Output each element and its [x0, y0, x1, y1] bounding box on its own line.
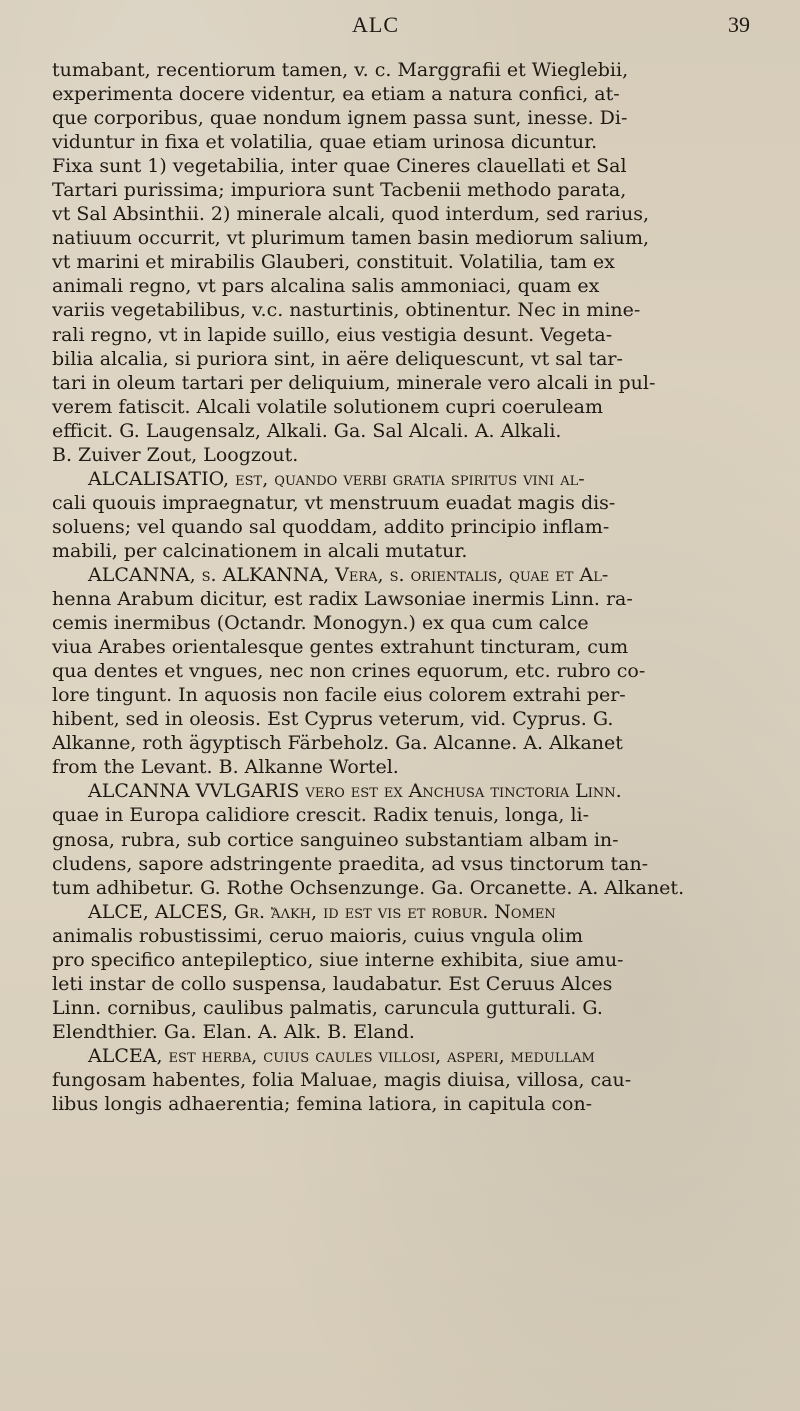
text-line: tari in oleum tartari per deliquium, minerale vero alcali in pul- — [52, 371, 656, 394]
entry-heading-line: ALCE, ALCES, Gr. ἄλκη, id est vis et robur. Nomen — [88, 900, 556, 923]
text-line: vt Sal Absinthii. 2) minerale alcali, quod interdum, sed rarius, — [52, 203, 650, 226]
text-line: B. Zuiver Zout, Loogzout. — [52, 443, 299, 466]
text-line: cludens, sapore adstringente praedita, ad vsus tinctorum tan- — [52, 852, 649, 875]
text-line: efficit. G. Laugensalz, Alkali. Ga. Sal Alcali. A. Alkali. — [52, 419, 562, 442]
text-line: Elendthier. Ga. Elan. A. Alk. B. Eland. — [52, 1020, 415, 1043]
text-line: gnosa, rubra, sub cortice sanguineo substantiam albam in- — [52, 828, 619, 851]
text-line: experimenta docere videntur, ea etiam a natura confici, at- — [52, 83, 620, 106]
text-line: variis vegetabilibus, v.c. nasturtinis, obtinentur. Nec in mine- — [52, 299, 641, 322]
text-line: pro specifico antepileptico, siue interne exhibita, siue amu- — [52, 948, 624, 971]
text-line: que corporibus, quae nondum ignem passa sunt, inesse. Di- — [52, 107, 628, 130]
text-line: fungosam habentes, folia Maluae, magis diuisa, villosa, cau- — [52, 1068, 632, 1091]
text-line: natiuum occurrit, vt plurimum tamen basin mediorum salium, — [52, 227, 650, 250]
text-line: leti instar de collo suspensa, laudabatur. Est Ceruus Alces — [52, 972, 613, 995]
text-line: qua dentes et vngues, nec non crines equorum, etc. rubro co- — [52, 660, 646, 683]
page-bottom-margin — [0, 1291, 800, 1411]
entry-heading-line: ALCEA, est herba, cuius caules villosi, asperi, medullam — [88, 1044, 595, 1067]
text-line: libus longis adhaerentia; femina latiora, in capitula con- — [52, 1093, 593, 1116]
text-line: animali regno, vt pars alcalina salis ammoniaci, quam ex — [52, 275, 600, 298]
text-line: tumabant, recentiorum tamen, v. c. Marggrafii et Wieglebii, — [52, 59, 629, 81]
page-header — [0, 12, 800, 48]
text-line: rali regno, vt in lapide suillo, eius vestigia desunt. Vegeta- — [52, 323, 613, 346]
running-head: ALC — [352, 12, 399, 37]
text-line: viduntur in fixa et volatilia, quae etiam urinosa dicuntur. — [52, 131, 598, 154]
text-line: hibent, sed in oleosis. Est Cyprus veterum, vid. Cyprus. G. — [52, 708, 614, 731]
text-line: verem fatiscit. Alcali volatile solutionem cupri coeruleam — [52, 395, 603, 418]
page-number: 39 — [728, 12, 750, 37]
text-line: animalis robustissimi, ceruo maioris, cuius vngula olim — [52, 924, 583, 947]
text-line: cemis inermibus (Octandr. Monogyn.) ex qua cum calce — [52, 612, 589, 635]
text-line: viua Arabes orientalesque gentes extrahunt tincturam, cum — [52, 636, 629, 659]
main-text-column — [52, 58, 776, 1116]
entry-heading-line: ALCANNA, s. ALKANNA, Vera, s. orientalis, quae et Al- — [88, 563, 609, 586]
entry-heading-line: ALCALISATIO, est, quando verbi gratia spiritus vini al- — [88, 467, 585, 490]
text-line: Tartari purissima; impuriora sunt Tacbenii methodo parata, — [52, 179, 627, 202]
text-line: bilia alcalia, si puriora sint, in aëre deliquescunt, vt sal tar- — [52, 347, 623, 370]
text-line: from the Levant. B. Alkanne Wortel. — [52, 756, 399, 779]
text-line: Linn. cornibus, caulibus palmatis, caruncula gutturali. G. — [52, 996, 603, 1019]
text-line: lore tingunt. In aquosis non facile eius colorem extrahi per- — [52, 684, 626, 707]
text-line: Fixa sunt 1) vegetabilia, inter quae Cineres clauellati et Sal — [52, 155, 627, 178]
text-line: quae in Europa calidiore crescit. Radix tenuis, longa, li- — [52, 804, 590, 827]
entry-heading-line: ALCANNA VVLGARIS vero est ex Anchusa tinctoria Linn. — [88, 780, 622, 803]
text-line: mabili, per calcinationem in alcali mutatur. — [52, 539, 468, 562]
text-line: tum adhibetur. G. Rothe Ochsenzunge. Ga. Orcanette. A. Alkanet. — [52, 876, 685, 899]
text-line: henna Arabum dicitur, est radix Lawsoniae inermis Linn. ra- — [52, 588, 633, 611]
text-line: cali quouis impraegnatur, vt menstruum euadat magis dis- — [52, 491, 616, 514]
text-line: vt marini et mirabilis Glauberi, constituit. Volatilia, tam ex — [52, 251, 615, 274]
text-line: soluens; vel quando sal quoddam, addito principio inflam- — [52, 515, 610, 538]
text-line: Alkanne, roth ägyptisch Färbeholz. Ga. Alcanne. A. Alkanet — [52, 732, 623, 755]
